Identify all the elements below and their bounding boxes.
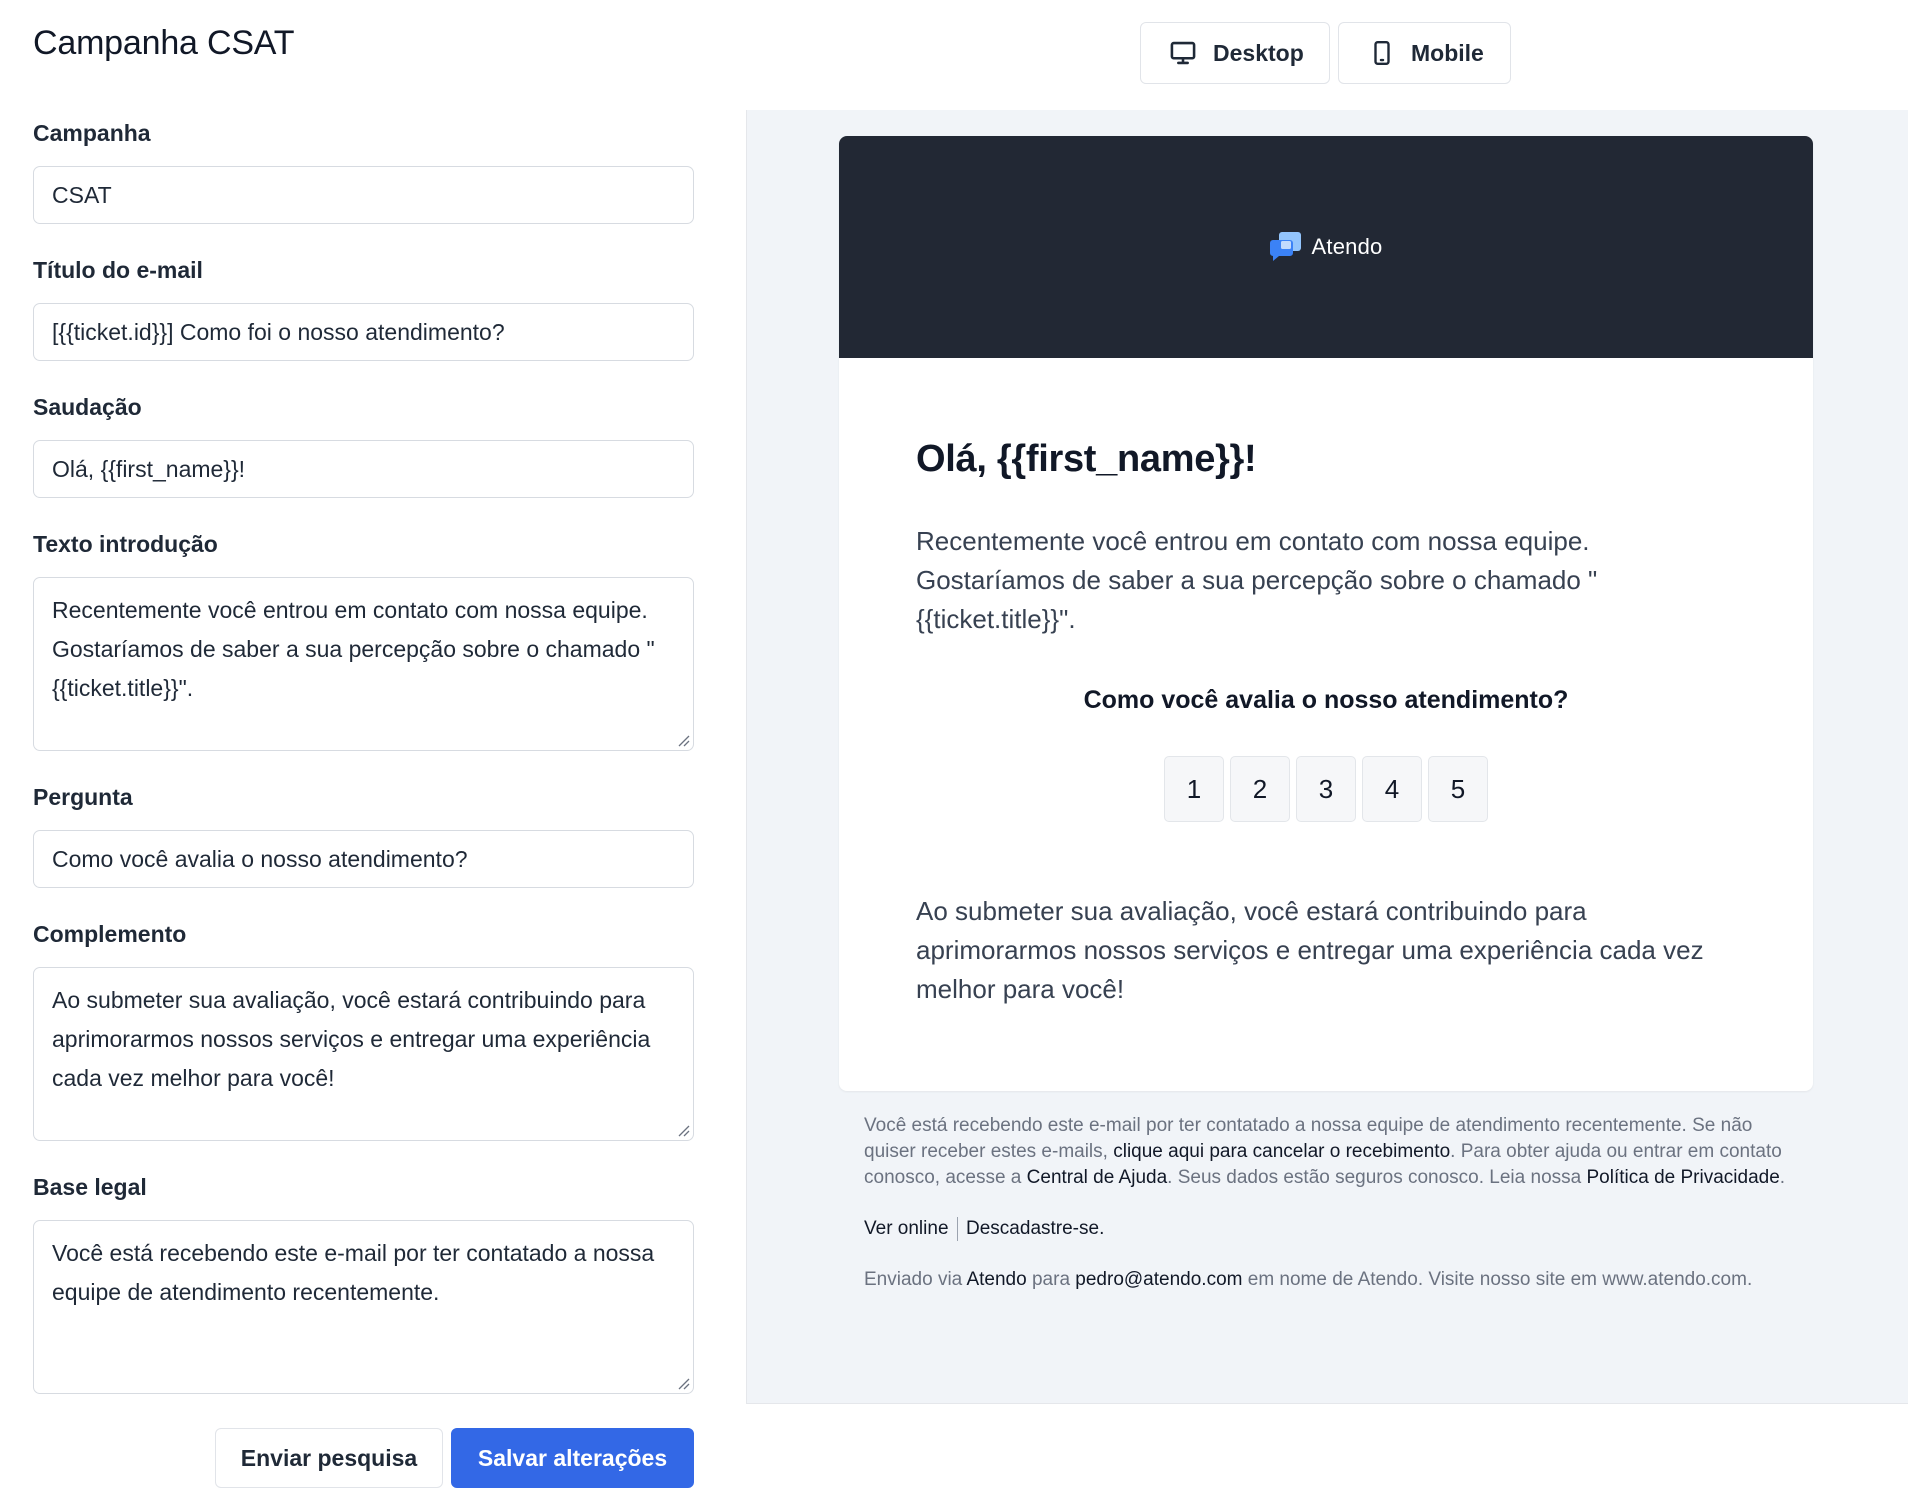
campaign-field <box>33 120 694 224</box>
footer-text: . Seus dados estão seguros conosco. Leia nossa <box>1167 1167 1582 1188</box>
cancel-subscription-link[interactable]: clique aqui para cancelar o recebimento <box>1113 1141 1451 1162</box>
rating-option-4[interactable]: 4 <box>1362 756 1422 822</box>
footer-sent-info <box>864 1267 1794 1293</box>
email-intro-line: {{ticket.title}}". <box>916 604 1076 634</box>
page-title: Campanha CSAT <box>33 24 295 62</box>
question-label: Pergunta <box>33 784 133 810</box>
legal-textarea[interactable] <box>33 1220 694 1394</box>
intro-label: Texto introdução <box>33 531 218 557</box>
complement-text: Ao submeter sua avaliação, você estará contribuindo para aprimorarmos nossos serviços e entregar uma experiência cada vez melhor para você! <box>52 987 651 1091</box>
help-center-link[interactable]: Central de Ajuda <box>1026 1167 1168 1188</box>
intro-text: Recentemente você entrou em contato com nossa equipe. Gostaríamos de saber a sua percepção sobre o chamado "{{ticket.title}}". <box>52 597 655 701</box>
campaign-label: Campanha <box>33 120 151 146</box>
rating-option-3[interactable]: 3 <box>1296 756 1356 822</box>
resize-handle-icon[interactable] <box>676 733 690 747</box>
footer-legal <box>864 1113 1794 1191</box>
footer-separator <box>957 1217 959 1241</box>
rating-option-2[interactable]: 2 <box>1230 756 1290 822</box>
footer-text: . Para obter ajuda ou entrar em contato conosco, acesse a <box>864 1141 1782 1188</box>
email-question: Como você avalia o nosso atendimento? <box>1083 686 1569 714</box>
greeting-label: Saudação <box>33 394 142 420</box>
greeting-input[interactable]: Olá, {{first_name}}! <box>33 440 694 498</box>
email-body <box>839 438 1813 1009</box>
campaign-form <box>33 120 694 1394</box>
footer-links <box>864 1216 1794 1242</box>
footer-legal-text: Você está recebendo este e-mail por ter contatado a nossa equipe de atendimento recentemente. <box>864 1115 1687 1136</box>
resize-handle-icon[interactable] <box>676 1376 690 1390</box>
rating-scale <box>916 756 1736 822</box>
smartphone-icon <box>1369 38 1395 68</box>
device-toggle <box>1140 22 1511 84</box>
desktop-view-button[interactable] <box>1140 22 1330 84</box>
unsubscribe-link[interactable]: Descadastre-se. <box>966 1218 1105 1239</box>
question-input[interactable]: Como você avalia o nosso atendimento? <box>33 830 694 888</box>
question-field <box>33 784 694 888</box>
email-card <box>839 136 1813 1091</box>
mobile-view-button[interactable] <box>1338 22 1511 84</box>
complement-label: Complemento <box>33 921 187 947</box>
brand-name: Atendo <box>1311 234 1383 259</box>
email-title-field <box>33 257 694 361</box>
greeting-field <box>33 394 694 498</box>
view-online-link[interactable]: Ver online <box>864 1218 949 1239</box>
rating-option-1[interactable]: 1 <box>1164 756 1224 822</box>
send-survey-button[interactable]: Enviar pesquisa <box>215 1428 443 1488</box>
rating-option-5[interactable]: 5 <box>1428 756 1488 822</box>
legal-label: Base legal <box>33 1174 147 1200</box>
save-changes-button[interactable]: Salvar alterações <box>451 1428 694 1488</box>
email-footer <box>864 1113 1794 1293</box>
form-actions <box>215 1428 694 1488</box>
legal-field <box>33 1174 694 1394</box>
intro-field <box>33 531 694 751</box>
complement-textarea[interactable] <box>33 967 694 1141</box>
brand-logo <box>1270 231 1383 263</box>
recipient-email: pedro@atendo.com <box>1075 1269 1243 1290</box>
resize-handle-icon[interactable] <box>676 1123 690 1137</box>
email-intro-line: Recentemente você entrou em contato com nossa equipe. <box>916 526 1590 556</box>
email-intro-line: Gostaríamos de saber a sua percepção sobre o chamado " <box>916 565 1598 595</box>
desktop-label: Desktop <box>1213 39 1304 66</box>
email-title-label: Título do e-mail <box>33 257 203 283</box>
email-greeting: Olá, {{first_name}}! <box>916 438 1257 480</box>
intro-textarea[interactable] <box>33 577 694 751</box>
legal-text: Você está recebendo este e-mail por ter contatado a nossa equipe de atendimento recentemente. <box>52 1240 655 1305</box>
footer-text: para <box>1031 1269 1071 1290</box>
chat-bubbles-logo-icon <box>1270 231 1304 263</box>
email-complement: Ao submeter sua avaliação, você estará contribuindo para aprimorarmos nossos serviços e entregar uma experiência cada vez melhor para você! <box>916 896 1704 1004</box>
footer-text: Enviado via <box>864 1269 963 1290</box>
sender-brand-link[interactable]: Atendo <box>966 1269 1027 1290</box>
email-intro <box>916 522 1656 639</box>
email-preview-panel <box>746 110 1908 1404</box>
email-title-input[interactable]: [{{ticket.id}}] Como foi o nosso atendimento? <box>33 303 694 361</box>
campaign-input[interactable]: CSAT <box>33 166 694 224</box>
complement-field <box>33 921 694 1141</box>
mobile-label: Mobile <box>1411 39 1484 66</box>
footer-text: . <box>1779 1167 1786 1188</box>
email-header <box>839 136 1813 358</box>
footer-text: Se não quiser receber estes e-mails, <box>864 1115 1753 1162</box>
footer-text: em nome de Atendo. Visite nosso site em www.atendo.com. <box>1247 1269 1753 1290</box>
privacy-policy-link[interactable]: Política de Privacidade <box>1586 1167 1780 1188</box>
monitor-icon <box>1169 39 1197 67</box>
